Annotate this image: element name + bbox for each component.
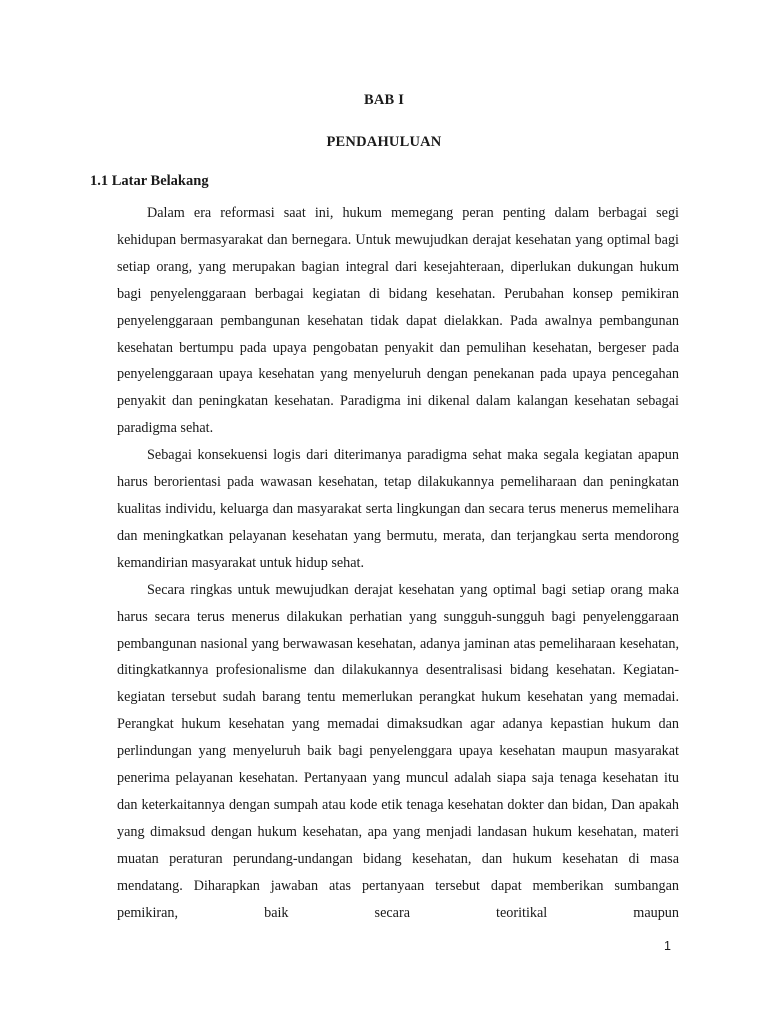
paragraph: Sebagai konsekuensi logis dari diterimanya paradigma sehat maka segala kegiatan apapun harus berorientasi pada wawasan kesehatan, tetap dilakukannya pemeliharaan dan peningkatan kualitas individu, keluarga dan masyarakat serta lingkungan dan secara terus menerus memelihara dan meningkatkan pelayanan kesehatan yang bermutu, merata, dan terjangkau serta mendorong kemandirian masyarakat untuk hidup sehat. <box>117 447 679 571</box>
chapter-number: BAB I <box>363 92 405 108</box>
body-text <box>117 200 679 926</box>
paragraph: Dalam era reformasi saat ini, hukum memegang peran penting dalam berbagai segi kehidupan bermasyarakat dan bernegara. Untuk mewujudkan derajat kesehatan yang optimal bagi setiap orang, yang merupakan bagian integral dari kesejahteraan, diperlukan dukungan hukum bagi penyelenggaraan berbagai kegiatan di bidang kesehatan. Perubahan konsep pemikiran penyelenggaraan pembangunan kesehatan tidak dapat dielakkan. Pada awalnya pembangunan kesehatan bertumpu pada upaya pengobatan penyakit dan pemulihan kesehatan, bergeser pada penyelenggaraan upaya kesehatan yang menyeluruh dengan penekanan pada upaya pencegahan penyakit dan peningkatan kesehatan. Paradigma ini dikenal dalam kalangan kesehatan sebagai paradigma sehat. <box>117 205 679 437</box>
page-number: 1 <box>664 939 671 953</box>
section-title: 1.1 Latar Belakang <box>90 173 209 189</box>
paragraph: Secara ringkas untuk mewujudkan derajat kesehatan yang optimal bagi setiap orang maka harus secara terus menerus dilakukan perhatian yang sungguh-sungguh bagi penyelenggaraan pembangunan nasional yang berwawasan kesehatan, adanya jaminan atas pemeliharaan kesehatan, ditingkatkannya profesionalisme dan dilakukannya desentralisasi bidang kesehatan. Kegiatan-kegiatan tersebut sudah barang tentu memerlukan perangkat hukum kesehatan yang memadai. Perangkat hukum kesehatan yang memadai dimaksudkan agar adanya kepastian hukum dan perlindungan yang menyeluruh baik bagi penyelenggara upaya kesehatan maupun masyarakat penerima pelayanan kesehatan. Pertanyaan yang muncul adalah siapa saja tenaga kesehatan itu dan keterkaitannya dengan sumpah atau kode etik tenaga kesehatan dokter dan bidan, Dan apakah yang dimaksud dengan hukum kesehatan, apa yang menjadi landasan hukum kesehatan, materi muatan peraturan perundang-undangan bidang kesehatan, dan hukum kesehatan di masa mendatang. Diharapkan jawaban atas pertanyaan tersebut dapat memberikan sumbangan pemikiran, baik secara teoritikal maupun <box>117 581 679 921</box>
chapter-title: PENDAHULUAN <box>326 134 442 150</box>
